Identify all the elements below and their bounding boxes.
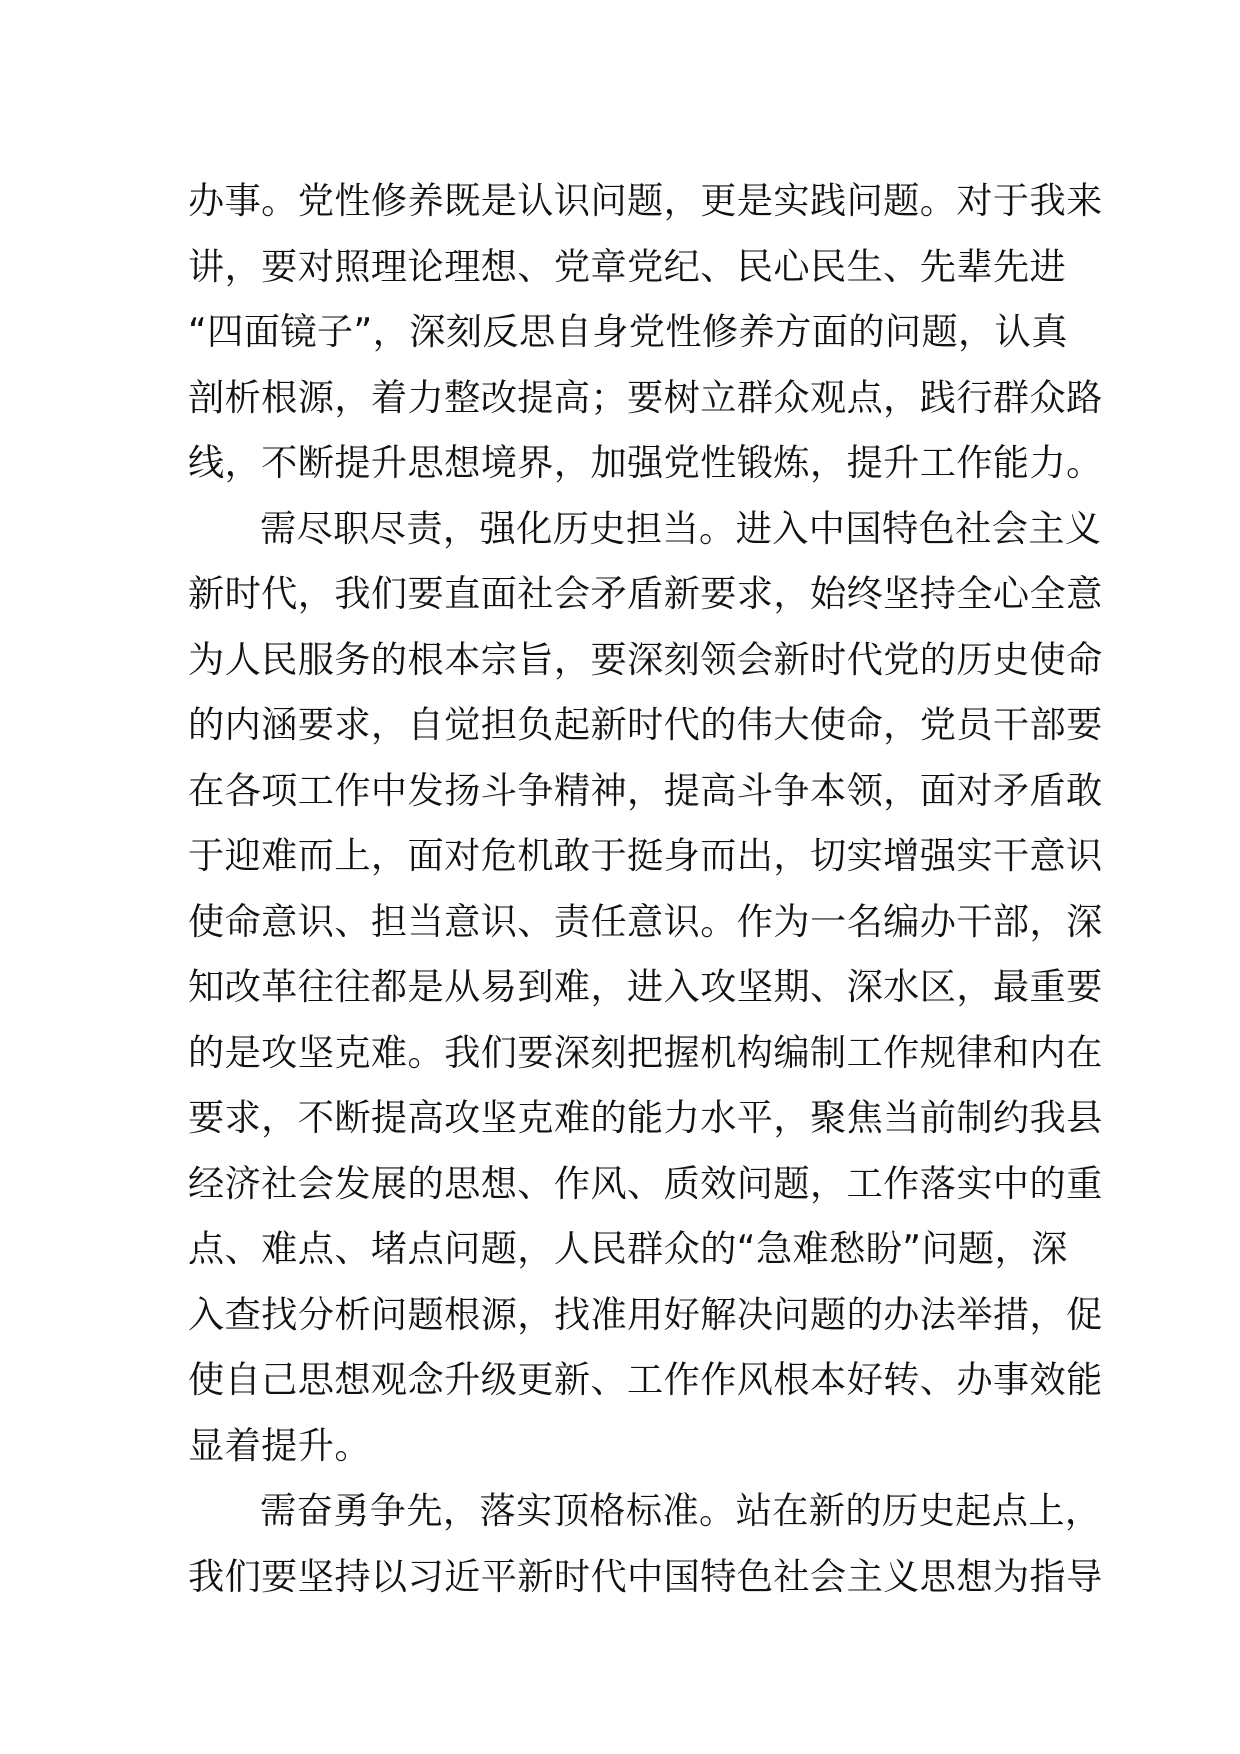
text-line: 的内涵要求，自觉担负起新时代的伟大使命，党员干部要 — [188, 703, 1103, 746]
text-line: 要求，不断提高攻坚克难的能力水平，聚焦当前制约我县 — [188, 1096, 1103, 1139]
text-line: 知改革往往都是从易到难，进入攻坚期、深水区，最重要 — [188, 965, 1103, 1008]
text-line: 点、难点、堵点问题，人民群众的“急难愁盼”问题，深 — [188, 1227, 1068, 1270]
text-line: 入查找分析问题根源，找准用好解决问题的办法举措，促 — [188, 1292, 1103, 1336]
text-line: “四面镜子”，深刻反思自身党性修养方面的问题，认真 — [188, 310, 1068, 353]
paragraph-start-line: 需尽职尽责，强化历史担当。进入中国特色社会主义 — [260, 506, 1102, 550]
text-line: 为人民服务的根本宗旨，要深刻领会新时代党的历史使命 — [188, 637, 1103, 681]
text-line: 经济社会发展的思想、作风、质效问题，工作落实中的重 — [188, 1161, 1103, 1205]
text-line: 我们要坚持以习近平新时代中国特色社会主义思想为指导 — [188, 1554, 1103, 1598]
body-text — [188, 168, 1103, 1609]
text-line: 在各项工作中发扬斗争精神，提高斗争本领，面对矛盾敢 — [188, 768, 1103, 812]
text-line: 线，不断提升思想境界，加强党性锻炼，提升工作能力。 — [188, 441, 1103, 484]
text-line: 讲，要对照理论理想、党章党纪、民心民生、先辈先进 — [188, 244, 1067, 288]
text-line: 使命意识、担当意识、责任意识。作为一名编办干部，深 — [188, 899, 1103, 943]
text-line: 剖析根源，着力整改提高；要树立群众观点，践行群众路 — [188, 375, 1103, 419]
text-line: 办事。党性修养既是认识问题，更是实践问题。对于我来 — [188, 179, 1103, 222]
text-line: 新时代，我们要直面社会矛盾新要求，始终坚持全心全意 — [188, 572, 1103, 615]
paragraph-start-line: 需奋勇争先，落实顶格标准。站在新的历史起点上， — [260, 1489, 1102, 1532]
text-line: 于迎难而上，面对危机敢于挺身而出，切实增强实干意识 — [188, 834, 1103, 877]
text-line: 的是攻坚克难。我们要深刻把握机构编制工作规律和内在 — [188, 1030, 1103, 1074]
text-line: 使自己思想观念升级更新、工作作风根本好转、办事效能 — [188, 1358, 1103, 1401]
text-line: 显着提升。 — [188, 1423, 371, 1467]
